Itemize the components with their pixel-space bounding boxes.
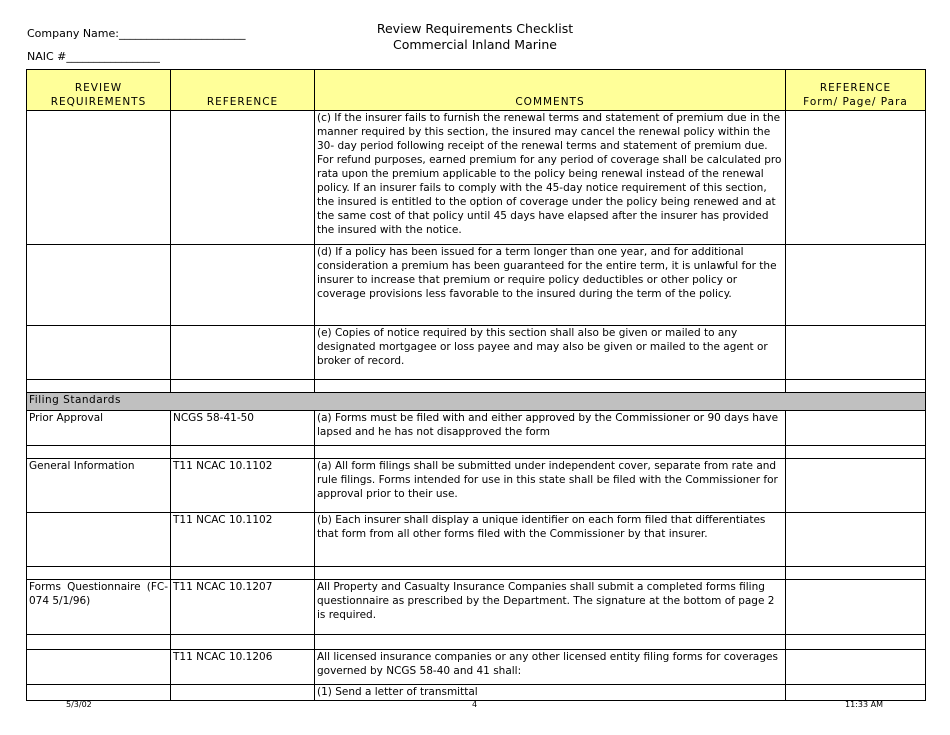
review-cell [27, 650, 171, 685]
comments-cell: (1) Send a letter of transmittal [315, 685, 786, 701]
reference-cell: T11 NCAC 10.1206 [171, 650, 315, 685]
reference-cell [171, 245, 315, 326]
table-row [27, 245, 926, 326]
checklist-table [26, 69, 926, 701]
review-cell [27, 245, 171, 326]
review-cell [27, 635, 171, 650]
form-reference-cell [786, 411, 926, 446]
column-header-review: REVIEW REQUIREMENTS [27, 70, 171, 111]
form-reference-cell [786, 567, 926, 580]
reference-cell [171, 326, 315, 380]
table-row [27, 326, 926, 380]
section-heading: Filing Standards [27, 393, 926, 411]
reference-cell: NCGS 58-41-50 [171, 411, 315, 446]
table-row [27, 580, 926, 635]
reference-cell [171, 380, 315, 393]
comments-cell: All Property and Casualty Insurance Companies shall submit a completed forms filing questionnaire as prescribed by the Department. The signature at the bottom of page 2 is required. [315, 580, 786, 635]
reference-cell: T11 NCAC 10.1207 [171, 580, 315, 635]
table-row [27, 650, 926, 685]
table-row [27, 111, 926, 245]
review-cell [27, 513, 171, 567]
form-reference-cell [786, 245, 926, 326]
comments-cell [315, 567, 786, 580]
comments-cell [315, 446, 786, 459]
review-cell [27, 111, 171, 245]
review-cell [27, 326, 171, 380]
column-header-reference: REFERENCE [171, 70, 315, 111]
form-reference-cell [786, 635, 926, 650]
review-cell: General Information [27, 459, 171, 513]
form-reference-cell [786, 446, 926, 459]
form-reference-cell [786, 459, 926, 513]
form-reference-cell [786, 513, 926, 567]
table-row [27, 411, 926, 446]
form-reference-cell [786, 111, 926, 245]
column-header-form-reference [786, 70, 926, 111]
reference-cell [171, 111, 315, 245]
form-reference-cell [786, 380, 926, 393]
table-header-row [27, 70, 926, 111]
review-cell [27, 685, 171, 701]
review-cell [27, 380, 171, 393]
table-row [27, 380, 926, 393]
footer-date: 5/3/02 [66, 700, 92, 709]
review-cell [27, 567, 171, 580]
comments-cell: (c) If the insurer fails to furnish the renewal terms and statement of premium due in the manner required by this section, the insured may cancel the renewal policy within the 30- day period following receipt of the renewal terms and statement of premium due. For refund purposes, earned premium for any period of coverage shall be calculated pro rata upon the premium applicable to the policy being renewal instead of the renewal policy. If an insurer fails to comply with the 45-day notice requirement of this section, the insured is entitled to the option of coverage under the policy being renewed and at the same cost of that policy until 45 days have elapsed after the insurer has provided the insured with the notice. [315, 111, 786, 245]
review-cell: Forms Questionnaire (FC-074 5/1/96) [27, 580, 171, 635]
company-name-label: Company Name: [27, 27, 119, 40]
table-row [27, 513, 926, 567]
document-subtitle: Commercial Inland Marine [393, 37, 557, 52]
form-reference-cell [786, 685, 926, 701]
comments-cell [315, 635, 786, 650]
review-cell [27, 446, 171, 459]
table-row [27, 635, 926, 650]
comments-cell [315, 380, 786, 393]
comments-cell: (a) All form filings shall be submitted under independent cover, separate from rate and rule filings. Forms intended for use in this state shall be filed with the Commissioner for approval prior to their use. [315, 459, 786, 513]
comments-cell: (b) Each insurer shall display a unique identifier on each form filed that differentiates that form from all other forms filed with the Commissioner by that insurer. [315, 513, 786, 567]
reference-cell [171, 446, 315, 459]
footer-time: 11:33 AM [845, 700, 883, 709]
form-reference-line1: REFERENCE [819, 82, 892, 94]
table-row [27, 567, 926, 580]
form-reference-cell [786, 326, 926, 380]
review-cell: Prior Approval [27, 411, 171, 446]
comments-cell: (e) Copies of notice required by this section shall also be given or mailed to any designated mortgagee or loss payee and may also be given or mailed to the agent or broker of record. [315, 326, 786, 380]
form-reference-cell [786, 580, 926, 635]
comments-cell: All licensed insurance companies or any other licensed entity filing forms for coverages governed by NCGS 58-40 and 41 shall: [315, 650, 786, 685]
column-header-comments: COMMENTS [315, 70, 786, 111]
reference-cell [171, 635, 315, 650]
reference-cell: T11 NCAC 10.1102 [171, 459, 315, 513]
table-row [27, 446, 926, 459]
reference-cell [171, 567, 315, 580]
reference-cell [171, 685, 315, 701]
company-name-blank: _______________________ [119, 27, 246, 40]
naic-label: NAIC # [27, 50, 67, 63]
comments-cell: (d) If a policy has been issued for a term longer than one year, and for additional consideration a premium has been guaranteed for the entire term, it is unlawful for the insurer to increase that premium or require policy deductibles or other policy or coverage provisions less favorable to the insured during the term of the policy. [315, 245, 786, 326]
table-row [27, 459, 926, 513]
comments-cell: (a) Forms must be filed with and either approved by the Commissioner or 90 days have lapsed and he has not disapproved the form [315, 411, 786, 446]
form-reference-cell [786, 650, 926, 685]
reference-cell: T11 NCAC 10.1102 [171, 513, 315, 567]
section-row-filing-standards [27, 393, 926, 411]
naic-blank: _________________ [66, 50, 160, 63]
table-row [27, 685, 926, 701]
document-title: Review Requirements Checklist [376, 21, 574, 36]
form-reference-line2: Form/ Page/ Para [803, 96, 908, 108]
footer-page-number: 4 [472, 700, 478, 709]
